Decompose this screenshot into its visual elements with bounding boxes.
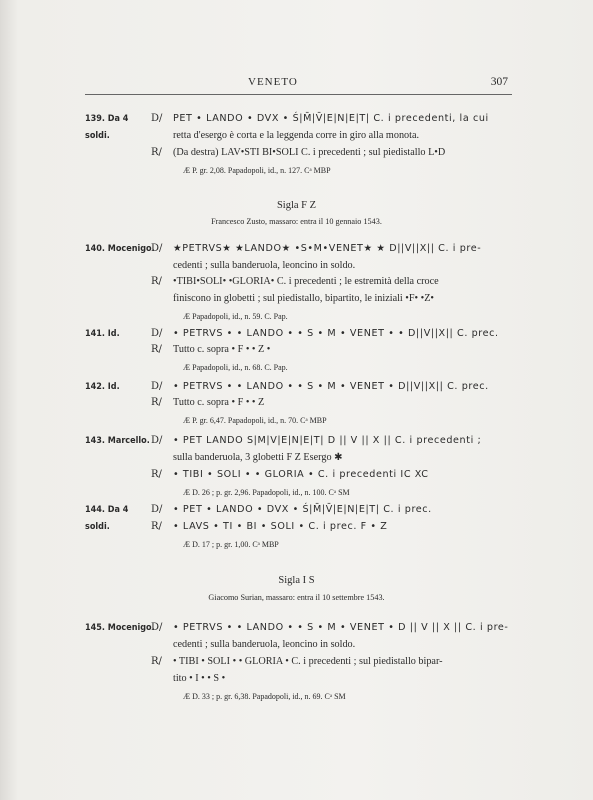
entry-line: Tutto c. sopra • F • • Z • xyxy=(173,344,271,355)
entry-line: PET • LANDO • DVX • Ś|M̄|V̄|E|N|E|T| C. i precedenti, la cui xyxy=(173,113,489,124)
running-title: VENETO xyxy=(248,76,298,88)
entry-number: 145. Mocenigo. xyxy=(85,623,155,633)
entry-line: Æ D. 33 ; p. gr. 6,38. Papadopoli, id., n. 69. Cᵃ SM xyxy=(183,692,346,701)
entry-number: 142. Id. xyxy=(85,382,120,392)
entry-line: ★PETRVS★ ★LANDO★ •S•M•VENET★ ★ D||V||X|| C. i pre- xyxy=(173,243,482,254)
header-rule xyxy=(85,94,512,95)
reverse-mark: R/ xyxy=(151,521,162,532)
entry-line: • PETRVS • • LANDO • • S • M • VENET • D||V||X|| C. prec. xyxy=(173,381,489,392)
reverse-mark: R/ xyxy=(151,276,162,287)
entry-line: • LAVS • TI • BI • SOLI • C. i prec. F • Z xyxy=(173,521,388,532)
entry-line: • PETRVS • • LANDO • • S • M • VENET • D || V || X || C. i pre- xyxy=(173,622,509,633)
entry-line: cedenti ; sulla banderuola, leoncino in soldo. xyxy=(173,260,356,271)
reverse-mark: R/ xyxy=(151,469,162,480)
entry-line: Æ D. 17 ; p. gr. 1,00. Cᵃ MBP xyxy=(183,540,279,549)
entry-line: (Da destra) LAV•STI BI•SOLI C. i precedenti ; sul piedistallo L•D xyxy=(173,147,446,158)
obverse-mark: D/ xyxy=(151,113,163,124)
reverse-mark: R/ xyxy=(151,656,162,667)
entry-line: sulla banderuola, 3 globetti F Z Esergo ✱ xyxy=(173,452,343,463)
obverse-mark: D/ xyxy=(151,622,163,633)
entry-line: •TIBI•SOLI• •GLORIA• C. i precedenti ; le estremità della croce xyxy=(173,276,439,287)
entry-line: Æ Papadopoli, id., n. 68. C. Pap. xyxy=(183,363,288,372)
entry-line: • TIBI • SOLI • • GLORIA • C. i precedenti IC XC xyxy=(173,469,429,480)
entry-number: 144. Da 4 soldi. xyxy=(85,505,129,532)
entry-line: Æ P. gr. 6,47. Papadopoli, id., n. 70. Cᵃ MBP xyxy=(183,416,327,425)
entry-line: Æ P. gr. 2,08. Papadopoli, id., n. 127. Cᵃ MBP xyxy=(183,166,331,175)
page-number: 307 xyxy=(490,76,508,88)
entry-number: 140. Mocenigo. xyxy=(85,244,155,254)
entry-line: cedenti ; sulla banderuola, leoncino in soldo. xyxy=(173,639,356,650)
entry-line: • PET • LANDO • DVX • Ś|M̄|V̄|E|N|E|T| C. i prec. xyxy=(173,504,432,515)
obverse-mark: D/ xyxy=(151,243,163,254)
entry-line: Æ D. 26 ; p. gr. 2,96. Papadopoli, id., n. 100. Cᵃ SM xyxy=(183,488,350,497)
obverse-mark: D/ xyxy=(151,435,163,446)
obverse-mark: D/ xyxy=(151,328,163,339)
obverse-mark: D/ xyxy=(151,381,163,392)
sigla-title: Sigla F Z xyxy=(276,200,317,211)
sigla-subtitle: Francesco Zusto, massaro: entra il 10 gennaio 1543. xyxy=(211,217,382,226)
entry-line: • TIBI • SOLI • • GLORIA • C. i precedenti ; sul piedistallo bipar- xyxy=(173,656,443,667)
entry-line: • PETRVS • • LANDO • • S • M • VENET • • D||V||X|| C. prec. xyxy=(173,328,499,339)
reverse-mark: R/ xyxy=(151,147,162,158)
entry-line: tito • I • • S • xyxy=(173,673,226,684)
entry-line: finiscono in globetti ; sul piedistallo, bipartito, le iniziali •F• •Z• xyxy=(173,293,434,304)
entry-line: retta d'esergo è corta e la leggenda corre in giro alla monota. xyxy=(173,130,420,141)
entry-number: 139. Da 4 soldi. xyxy=(85,114,129,141)
sigla-subtitle: Giacomo Surian, massaro: entra il 10 settembre 1543. xyxy=(208,593,385,602)
entry-line: Tutto c. sopra • F • • Z xyxy=(173,397,265,408)
entry-line: • PET LANDO S|M|V|E|N|E|T| D || V || X || C. i precedenti ; xyxy=(173,435,482,446)
entry-line: Æ Papadopoli, id., n. 59. C. Pap. xyxy=(183,312,288,321)
entry-number: 143. Marcello. xyxy=(85,436,150,446)
entry-number: 141. Id. xyxy=(85,329,120,339)
reverse-mark: R/ xyxy=(151,397,162,408)
obverse-mark: D/ xyxy=(151,504,163,515)
reverse-mark: R/ xyxy=(151,344,162,355)
sigla-title: Sigla I S xyxy=(278,575,315,586)
